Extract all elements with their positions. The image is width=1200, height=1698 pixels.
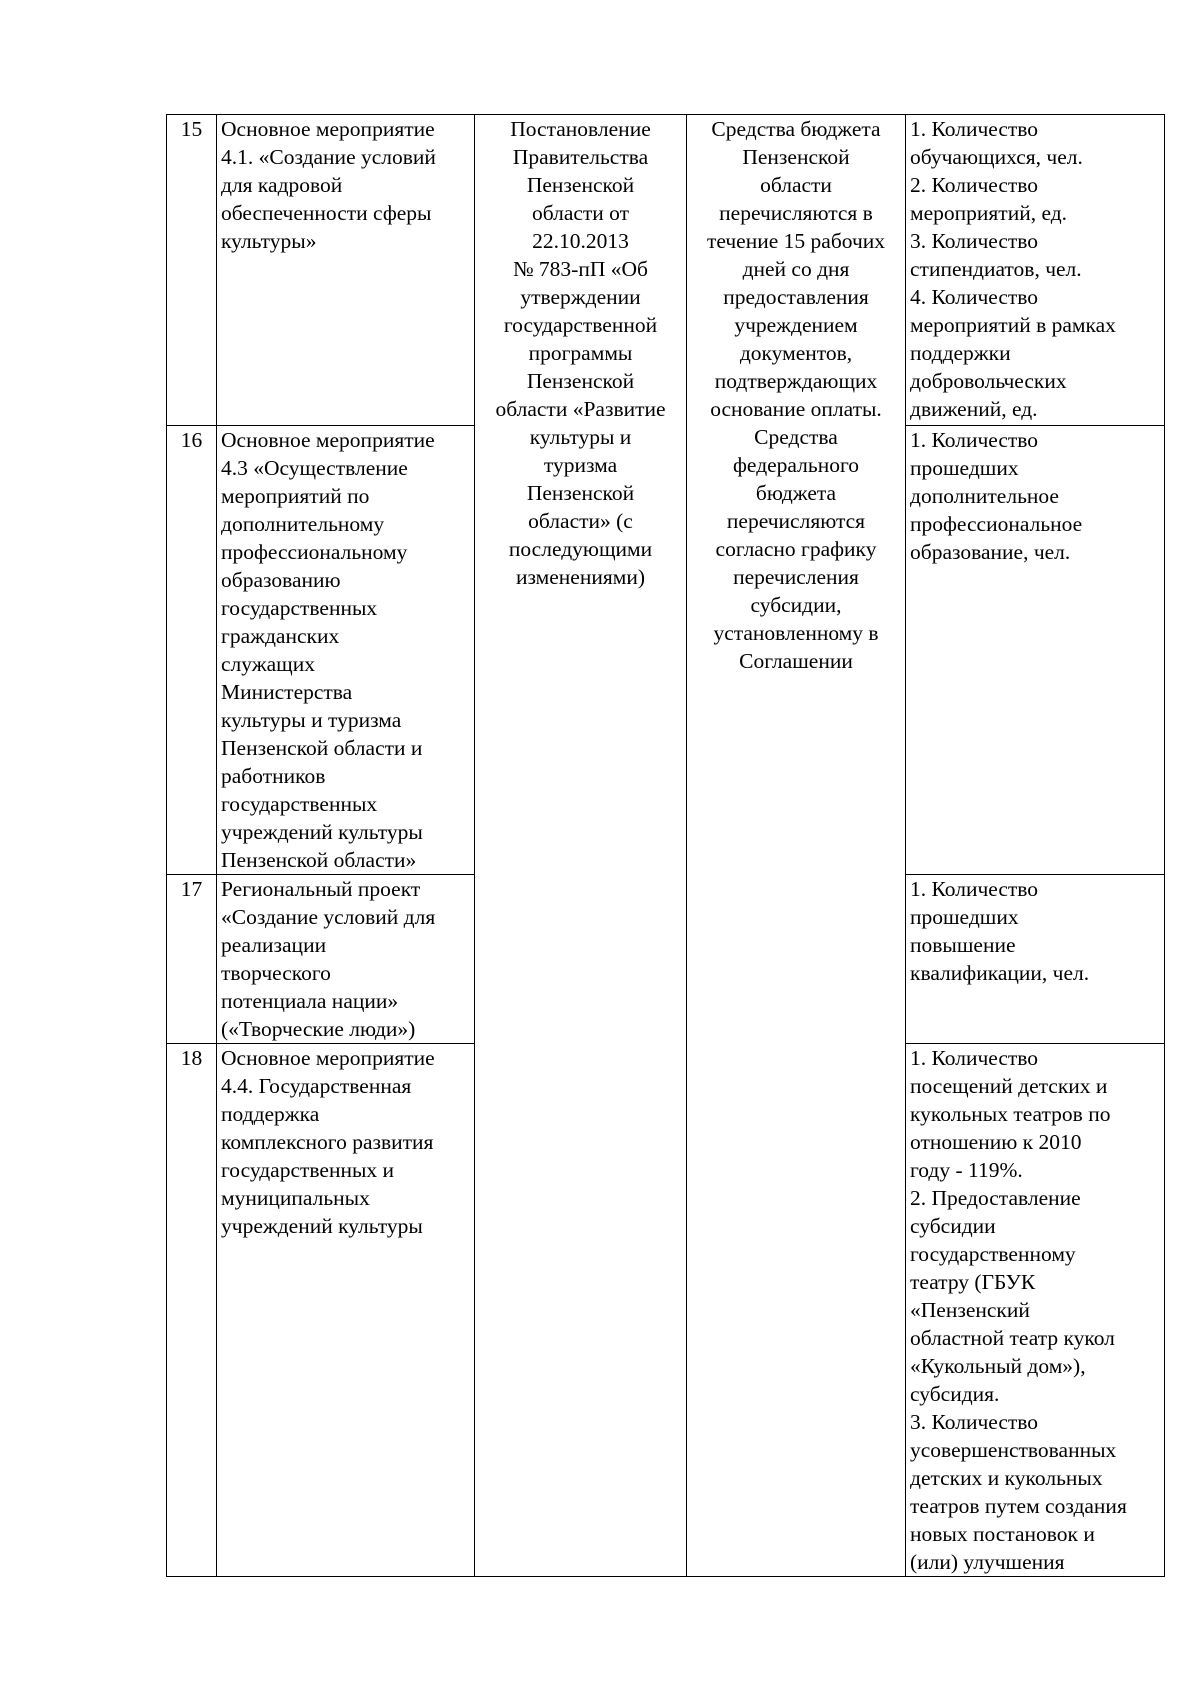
indicator-line: субсидия.: [910, 1382, 1000, 1406]
indicators-cell: [906, 1044, 1165, 1577]
indicator-line: поддержки: [910, 341, 1011, 365]
indicator-line: мероприятий, ед.: [910, 201, 1068, 225]
regulation-line: изменениями): [515, 565, 646, 589]
measure-name: [217, 875, 475, 1044]
funding-line: предоставления: [723, 285, 869, 309]
regulation-line: программы: [528, 341, 633, 365]
indicator-line: посещений детских и: [910, 1074, 1108, 1098]
funding-line: Соглашении: [739, 649, 853, 673]
measure-name-line: учреждений культуры: [221, 820, 423, 844]
regulation-line: области от: [531, 201, 630, 225]
regulation-line: области «Развитие: [495, 397, 666, 421]
indicator-line: государственному: [910, 1242, 1076, 1266]
funding-line: основание оплаты.: [710, 397, 882, 421]
indicator-line: детских и кукольных: [910, 1466, 1103, 1490]
measure-name-line: Пензенской области и: [221, 736, 423, 760]
row-number: 15: [167, 115, 217, 426]
indicator-line: отношению к 2010: [910, 1130, 1082, 1154]
funding-line: Средства: [754, 425, 838, 449]
indicator-line: 3. Количество: [910, 229, 1039, 253]
measures-table: [166, 114, 1165, 1577]
indicator-line: 1. Количество: [910, 1046, 1039, 1070]
measure-name-line: Основное мероприятие: [221, 1046, 435, 1070]
row-number: 17: [167, 875, 217, 1044]
measure-name-line: гражданских: [221, 624, 340, 648]
indicator-line: театров путем создания: [910, 1494, 1127, 1518]
regulation-line: Правительства: [512, 145, 649, 169]
measure-name: [217, 1044, 475, 1577]
indicator-line: «Кукольный дом»),: [910, 1354, 1086, 1378]
indicator-line: усовершенствованных: [910, 1438, 1117, 1462]
regulation-cell: [475, 115, 687, 1577]
measure-name: [217, 115, 475, 426]
measure-name-line: комплексного развития: [221, 1130, 434, 1154]
measure-name-line: обеспеченности сферы: [221, 201, 432, 225]
measure-name-line: муниципальных: [221, 1186, 370, 1210]
measure-name-line: Региональный проект: [221, 877, 421, 901]
measure-name-line: культуры и туризма: [221, 708, 402, 732]
funding-line: согласно графику: [715, 537, 877, 561]
indicator-line: новых постановок и: [910, 1522, 1095, 1546]
measure-name-line: («Творческие люди»): [221, 1017, 416, 1041]
indicator-line: 4. Количество: [910, 285, 1039, 309]
indicators-cell: [906, 875, 1165, 1044]
measure-name-line: государственных и: [221, 1158, 395, 1182]
measure-name-line: поддержка: [221, 1102, 320, 1126]
funding-line: перечисляются: [726, 509, 866, 533]
indicator-line: 2. Предоставление: [910, 1186, 1081, 1210]
indicator-line: образование, чел.: [910, 540, 1071, 564]
regulation-line: Постановление: [510, 117, 651, 141]
regulation-line: Пензенской: [526, 481, 635, 505]
measure-name-line: профессиональному: [221, 540, 408, 564]
measure-name-line: для кадровой: [221, 173, 343, 197]
measure-name-line: реализации: [221, 933, 327, 957]
measure-name-line: потенциала нации»: [221, 989, 399, 1013]
indicator-line: 1. Количество: [910, 877, 1039, 901]
indicator-line: мероприятий в рамках: [910, 313, 1116, 337]
funding-line: подтверждающих: [714, 369, 878, 393]
indicator-line: профессиональное: [910, 512, 1083, 536]
indicator-line: 2. Количество: [910, 173, 1039, 197]
indicator-line: субсидии: [910, 1214, 996, 1238]
indicator-line: году - 119%.: [910, 1158, 1023, 1182]
funding-line: дней со дня: [742, 257, 850, 281]
indicator-line: дополнительное: [910, 484, 1059, 508]
measure-name-line: Министерства: [221, 680, 353, 704]
funding-line: установленному в: [713, 621, 879, 645]
measure-name-line: служащих: [221, 652, 315, 676]
measure-name-line: работников: [221, 764, 326, 788]
indicator-line: «Пензенский: [910, 1298, 1030, 1322]
indicator-line: прошедших: [910, 905, 1019, 929]
indicators-cell: [906, 426, 1165, 875]
funding-line: документов,: [739, 341, 853, 365]
indicator-line: 3. Количество: [910, 1410, 1039, 1434]
measure-name-line: культуры»: [221, 229, 317, 253]
measure-name-line: дополнительному: [221, 512, 385, 536]
measure-name: [217, 426, 475, 875]
funding-line: субсидии,: [750, 593, 842, 617]
measure-name-line: Пензенской области»: [221, 848, 417, 872]
measure-name-line: государственных: [221, 792, 378, 816]
measure-name-line: мероприятий по: [221, 484, 370, 508]
measure-name-line: учреждений культуры: [221, 1214, 423, 1238]
regulation-line: последующими: [508, 537, 653, 561]
row-number: 16: [167, 426, 217, 875]
regulation-line: туризма: [543, 453, 618, 477]
regulation-line: Пензенской: [526, 173, 635, 197]
indicator-line: областной театр кукол: [910, 1326, 1115, 1350]
funding-line: течение 15 рабочих: [706, 229, 886, 253]
measure-name-line: 4.4. Государственная: [221, 1074, 412, 1098]
regulation-line: Пензенской: [526, 369, 635, 393]
indicator-line: прошедших: [910, 456, 1019, 480]
measure-name-line: государственных: [221, 596, 378, 620]
indicator-line: повышение: [910, 933, 1016, 957]
regulation-line: области» (с: [528, 509, 633, 533]
funding-line: области: [760, 173, 832, 197]
indicator-line: 1. Количество: [910, 428, 1039, 452]
indicator-line: (или) улучшения: [910, 1550, 1065, 1574]
funding-line: бюджета: [755, 481, 837, 505]
measure-name-line: Основное мероприятие: [221, 117, 435, 141]
indicator-line: театру (ГБУК: [910, 1270, 1036, 1294]
measure-name-line: 4.1. «Создание условий: [221, 145, 436, 169]
table-row: [167, 115, 1165, 426]
indicator-line: стипендиатов, чел.: [910, 257, 1082, 281]
indicator-line: квалификации, чел.: [910, 961, 1090, 985]
funding-line: перечисления: [733, 565, 859, 589]
measure-name-line: творческого: [221, 961, 331, 985]
indicator-line: кукольных театров по: [910, 1102, 1111, 1126]
funding-line: федерального: [733, 453, 859, 477]
funding-line: Средства бюджета: [711, 117, 881, 141]
funding-line: учреждением: [734, 313, 858, 337]
row-number: 18: [167, 1044, 217, 1577]
regulation-line: 22.10.2013: [532, 229, 629, 253]
indicator-line: обучающихся, чел.: [910, 145, 1083, 169]
funding-cell: [687, 115, 906, 1577]
indicator-line: добровольческих: [910, 369, 1067, 393]
indicator-line: движений, ед.: [910, 397, 1038, 421]
regulation-line: утверждении: [520, 285, 641, 309]
measure-name-line: Основное мероприятие: [221, 428, 435, 452]
indicators-cell: [906, 115, 1165, 426]
funding-line: Пензенской: [742, 145, 850, 169]
measure-name-line: «Создание условий для: [221, 905, 436, 929]
regulation-line: № 783-пП «Об: [513, 257, 648, 281]
regulation-line: культуры и: [529, 425, 632, 449]
measure-name-line: 4.3 «Осуществление: [221, 456, 408, 480]
measure-name-line: образованию: [221, 568, 341, 592]
indicator-line: 1. Количество: [910, 117, 1039, 141]
funding-line: перечисляются в: [719, 201, 873, 225]
regulation-line: государственной: [503, 313, 658, 337]
